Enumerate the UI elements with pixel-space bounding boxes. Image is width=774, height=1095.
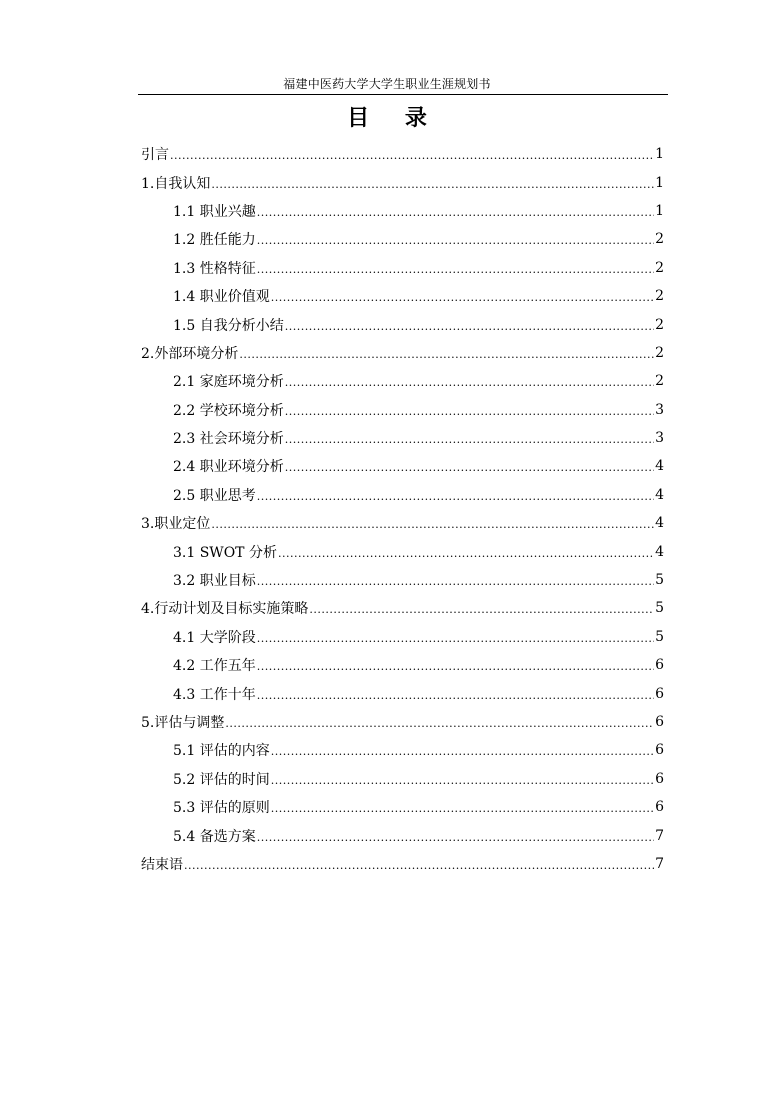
toc-entry[interactable] (141, 424, 664, 452)
running-header: 福建中医药大学大学生职业生涯规划书 (283, 77, 491, 91)
toc-entry-page-number: 1 (655, 174, 664, 191)
toc-dot-leader (170, 149, 654, 163)
toc-dot-leader (257, 490, 654, 504)
toc-dot-leader (211, 518, 654, 532)
toc-dot-leader (225, 717, 654, 731)
toc-entry[interactable] (141, 509, 664, 537)
toc-dot-leader (271, 291, 654, 305)
toc-dot-leader (211, 178, 654, 192)
toc-entry-label: 3.2 职业目标 (173, 573, 256, 590)
toc-entry-page-number: 7 (655, 855, 664, 872)
toc-entry-page-number: 5 (655, 600, 664, 617)
toc-dot-leader (257, 689, 654, 703)
toc-dot-leader (285, 461, 654, 475)
toc-entry-label: 引言 (141, 147, 169, 164)
toc-dot-leader (257, 206, 654, 220)
toc-dot-leader (239, 348, 654, 362)
toc-dot-leader (285, 320, 654, 334)
toc-dot-leader (285, 376, 654, 390)
toc-entry-page-number: 4 (655, 515, 664, 532)
toc-dot-leader (271, 745, 654, 759)
toc-dot-leader (257, 632, 654, 646)
toc-entry-label: 3.1 SWOT 分析 (173, 544, 277, 561)
toc-entry[interactable] (141, 651, 664, 679)
page-title: 目 录 (347, 105, 441, 131)
toc-entry-label: 5.3 评估的原则 (173, 800, 270, 817)
toc-entry[interactable] (141, 821, 664, 849)
toc-entry-label: 结束语 (141, 856, 183, 873)
toc-entry-label: 5.1 评估的内容 (173, 743, 270, 760)
toc-entry-page-number: 2 (655, 259, 664, 276)
toc-entry[interactable] (141, 310, 664, 338)
toc-dot-leader (285, 433, 654, 447)
toc-entry-label: 5.2 评估的时间 (173, 771, 270, 788)
toc-entry-page-number: 2 (655, 316, 664, 333)
toc-entry[interactable] (141, 679, 664, 707)
toc-entry-page-number: 6 (655, 770, 664, 787)
toc-entry[interactable] (141, 594, 664, 622)
toc-dot-leader (257, 660, 654, 674)
toc-dot-leader (285, 405, 654, 419)
toc-entry-page-number: 3 (655, 401, 664, 418)
toc-entry[interactable] (141, 708, 664, 736)
toc-entry-label: 1.1 职业兴趣 (173, 203, 256, 220)
toc-entry-label: 5.4 备选方案 (173, 828, 256, 845)
toc-entry-label: 1.4 职业价值观 (173, 289, 270, 306)
toc-entry-page-number: 2 (655, 231, 664, 248)
toc-entry-page-number: 2 (655, 344, 664, 361)
toc-entry-label: 2.外部环境分析 (141, 345, 239, 362)
toc-entry[interactable] (141, 282, 664, 310)
toc-entry-page-number: 6 (655, 742, 664, 759)
toc-entry-page-number: 2 (655, 288, 664, 305)
toc-entry-label: 2.4 职业环境分析 (173, 459, 284, 476)
toc-dot-leader (257, 575, 654, 589)
toc-entry[interactable] (141, 452, 664, 480)
toc-entry-page-number: 1 (655, 202, 664, 219)
toc-entry[interactable] (141, 793, 664, 821)
toc-entry[interactable] (141, 481, 664, 509)
toc-entry-page-number: 4 (655, 458, 664, 475)
toc-entry[interactable] (141, 339, 664, 367)
toc-entry-label: 1.自我认知 (141, 175, 211, 192)
toc-entry[interactable] (141, 765, 664, 793)
toc-entry-page-number: 6 (655, 657, 664, 674)
toc-entry-page-number: 6 (655, 799, 664, 816)
toc-entry-label: 1.2 胜任能力 (173, 232, 256, 249)
toc-entry-page-number: 4 (655, 543, 664, 560)
toc-entry-page-number: 4 (655, 486, 664, 503)
toc-entry-page-number: 6 (655, 685, 664, 702)
toc-entry-label: 4.2 工作五年 (173, 658, 256, 675)
toc-entry-label: 4.1 大学阶段 (173, 629, 256, 646)
toc-entry[interactable] (141, 850, 664, 878)
toc-dot-leader (257, 234, 654, 248)
toc-dot-leader (271, 774, 654, 788)
toc-dot-leader (257, 831, 654, 845)
toc-entry[interactable] (141, 623, 664, 651)
toc-entry[interactable] (141, 537, 664, 565)
toc-dot-leader (309, 603, 654, 617)
toc-entry[interactable] (141, 254, 664, 282)
toc-entry-page-number: 3 (655, 430, 664, 447)
toc-entry[interactable] (141, 197, 664, 225)
toc-entry-page-number: 5 (655, 628, 664, 645)
toc-entry-label: 2.5 职业思考 (173, 487, 256, 504)
toc-entry-page-number: 6 (655, 714, 664, 730)
table-of-contents (141, 140, 664, 878)
toc-entry[interactable] (141, 225, 664, 253)
toc-entry-label: 2.3 社会环境分析 (173, 431, 284, 448)
toc-entry-page-number: 1 (655, 146, 664, 163)
toc-entry-label: 4.行动计划及目标实施策略 (141, 601, 309, 618)
toc-entry-label: 5.评估与调整 (141, 715, 225, 731)
header-rule (138, 94, 668, 95)
toc-entry[interactable] (141, 168, 664, 196)
toc-entry-label: 1.5 自我分析小结 (173, 317, 284, 334)
toc-dot-leader (257, 263, 654, 277)
toc-entry-label: 2.2 学校环境分析 (173, 402, 284, 419)
toc-entry-label: 2.1 家庭环境分析 (173, 374, 284, 391)
toc-entry[interactable] (141, 140, 664, 168)
toc-entry-page-number: 5 (655, 572, 664, 589)
toc-entry[interactable] (141, 367, 664, 395)
toc-dot-leader (184, 859, 654, 873)
toc-dot-leader (278, 547, 654, 561)
toc-entry-page-number: 7 (655, 827, 664, 844)
toc-dot-leader (271, 802, 654, 816)
toc-entry-label: 3.职业定位 (141, 516, 211, 533)
toc-entry[interactable] (141, 736, 664, 764)
toc-entry-page-number: 2 (655, 373, 664, 390)
toc-entry[interactable] (141, 396, 664, 424)
toc-entry[interactable] (141, 566, 664, 594)
toc-entry-label: 4.3 工作十年 (173, 686, 256, 703)
toc-entry-label: 1.3 性格特征 (173, 260, 256, 277)
